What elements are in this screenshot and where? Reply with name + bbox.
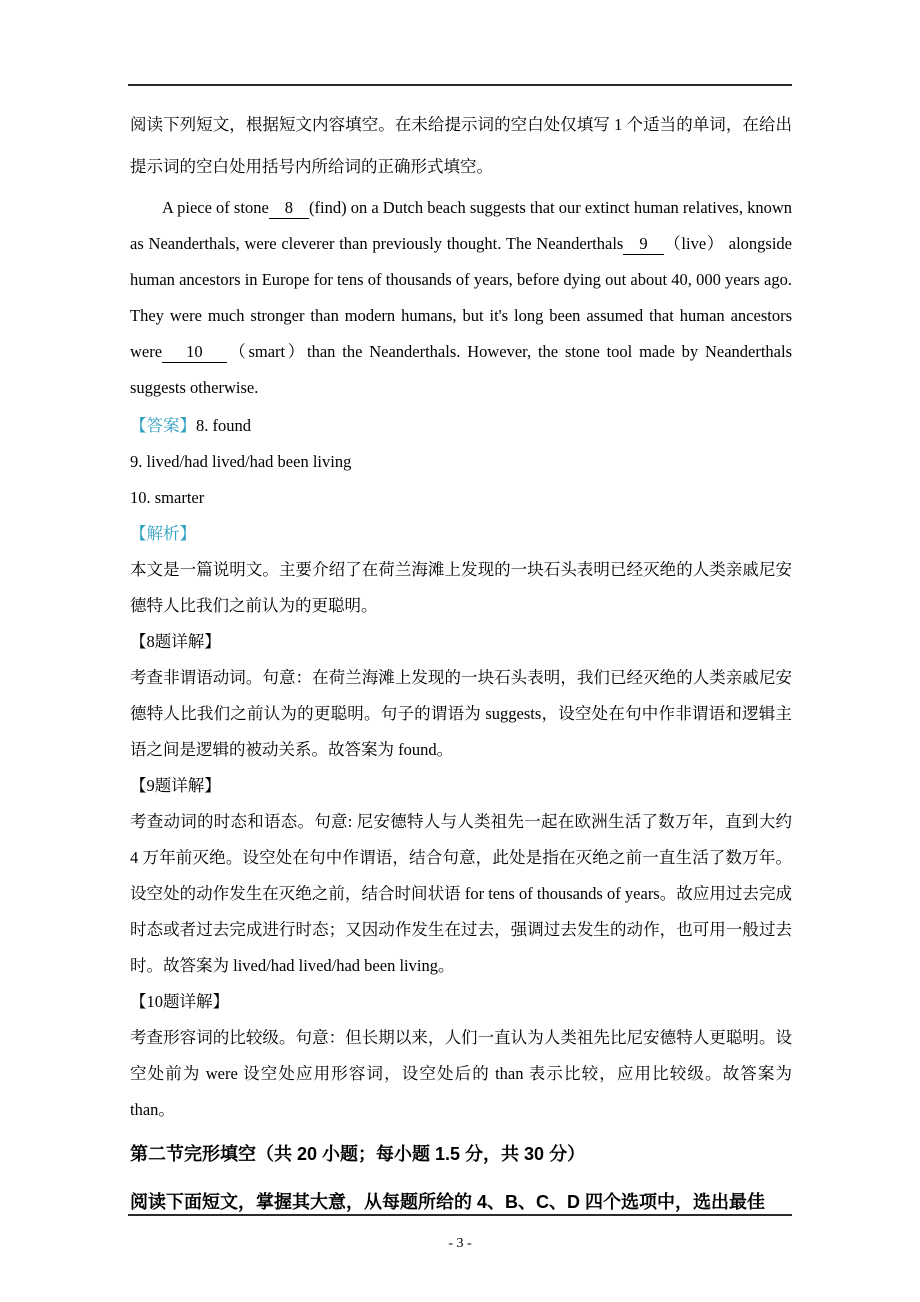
passage-text-2: (find) on a Dutch beach suggests that our extinct human relatives, known as Neanderthals, were cleverer than previously thought. The Neanderthals xyxy=(130,198,792,253)
answer-line-10: 10. smarter xyxy=(130,488,205,507)
detail-10-body: 考查形容词的比较级。句意：但长期以来，人们一直认为人类祖先比尼安德特人更聪明。设空处前为 were 设空处应用形容词，设空处后的 than 表示比较，应用比较级。故答案为 than。 xyxy=(130,1028,792,1119)
page-number: - 3 - xyxy=(448,1236,472,1251)
answer-8: 8. found xyxy=(196,416,251,435)
detail-8-body: 考查非谓语动词。句意：在荷兰海滩上发现的一块石头表明，我们已经灭绝的人类亲戚尼安德特人比我们之前认为的更聪明。句子的谓语为 suggests，设空处在句中作非谓语和逻辑主语之间是逻辑的被动关系。故答案为 found。 xyxy=(130,668,792,759)
passage-text-4: （smart）than the Neanderthals. However, the stone tool made by Neanderthals suggests otherwise. xyxy=(130,342,792,397)
detail-9-body: 考查动词的时态和语态。句意: 尼安德特人与人类祖先一起在欧洲生活了数万年，直到大约 4 万年前灭绝。设空处在句中作谓语，结合句意，此处是指在灭绝之前一直生活了数万年。设空处的动作发生在灭绝之前，结合时间状语 for tens of thousands of years。故应用过去完成时态或者过去完成进行时态；又因动作发生在过去，强调过去发生的动作，也可用一般过去时。故答案为 lived/had lived/had been living。 xyxy=(130,812,792,975)
detail-8-title: 【8题详解】 xyxy=(130,632,221,651)
blank-8: 8 xyxy=(269,198,309,219)
blank-9: 9 xyxy=(623,234,663,255)
section2-instructions: 阅读下面短文，掌握其大意，从每题所给的 4、B、C、D 四个选项中，选出最佳 xyxy=(130,1192,766,1212)
answer-line-8 xyxy=(130,408,792,444)
reading-passage xyxy=(130,190,792,406)
blank-10: 10 xyxy=(162,342,227,363)
top-rule xyxy=(128,84,792,86)
section2-heading: 第二节完形填空（共 20 小题；每小题 1.5 分，共 30 分） xyxy=(130,1144,586,1164)
answers-label: 【答案】 xyxy=(130,416,196,435)
page-content xyxy=(130,104,792,1224)
passage-text-1: A piece of stone xyxy=(162,198,269,217)
detail-10-title: 【10题详解】 xyxy=(130,992,229,1011)
passage-text-3: （live） alongside human ancestors in Europe for tens of thousands of years, before dying out about 40, 000 years ago. They were much stronger than modern humans, but it's long been assumed that human ancestors were xyxy=(130,234,792,361)
fill-in-instructions: 阅读下列短文，根据短文内容填空。在未给提示词的空白处仅填写 1 个适当的单词，在给出提示词的空白处用括号内所给词的正确形式填空。 xyxy=(130,115,792,176)
detail-9-title: 【9题详解】 xyxy=(130,776,221,795)
analysis-overview: 本文是一篇说明文。主要介绍了在荷兰海滩上发现的一块石头表明已经灭绝的人类亲戚尼安德特人比我们之前认为的更聪明。 xyxy=(130,560,792,615)
bottom-rule xyxy=(128,1214,792,1216)
answer-line-9: 9. lived/had lived/had been living xyxy=(130,452,352,471)
analysis-label: 【解析】 xyxy=(130,524,196,543)
analysis-label-line xyxy=(130,516,792,552)
